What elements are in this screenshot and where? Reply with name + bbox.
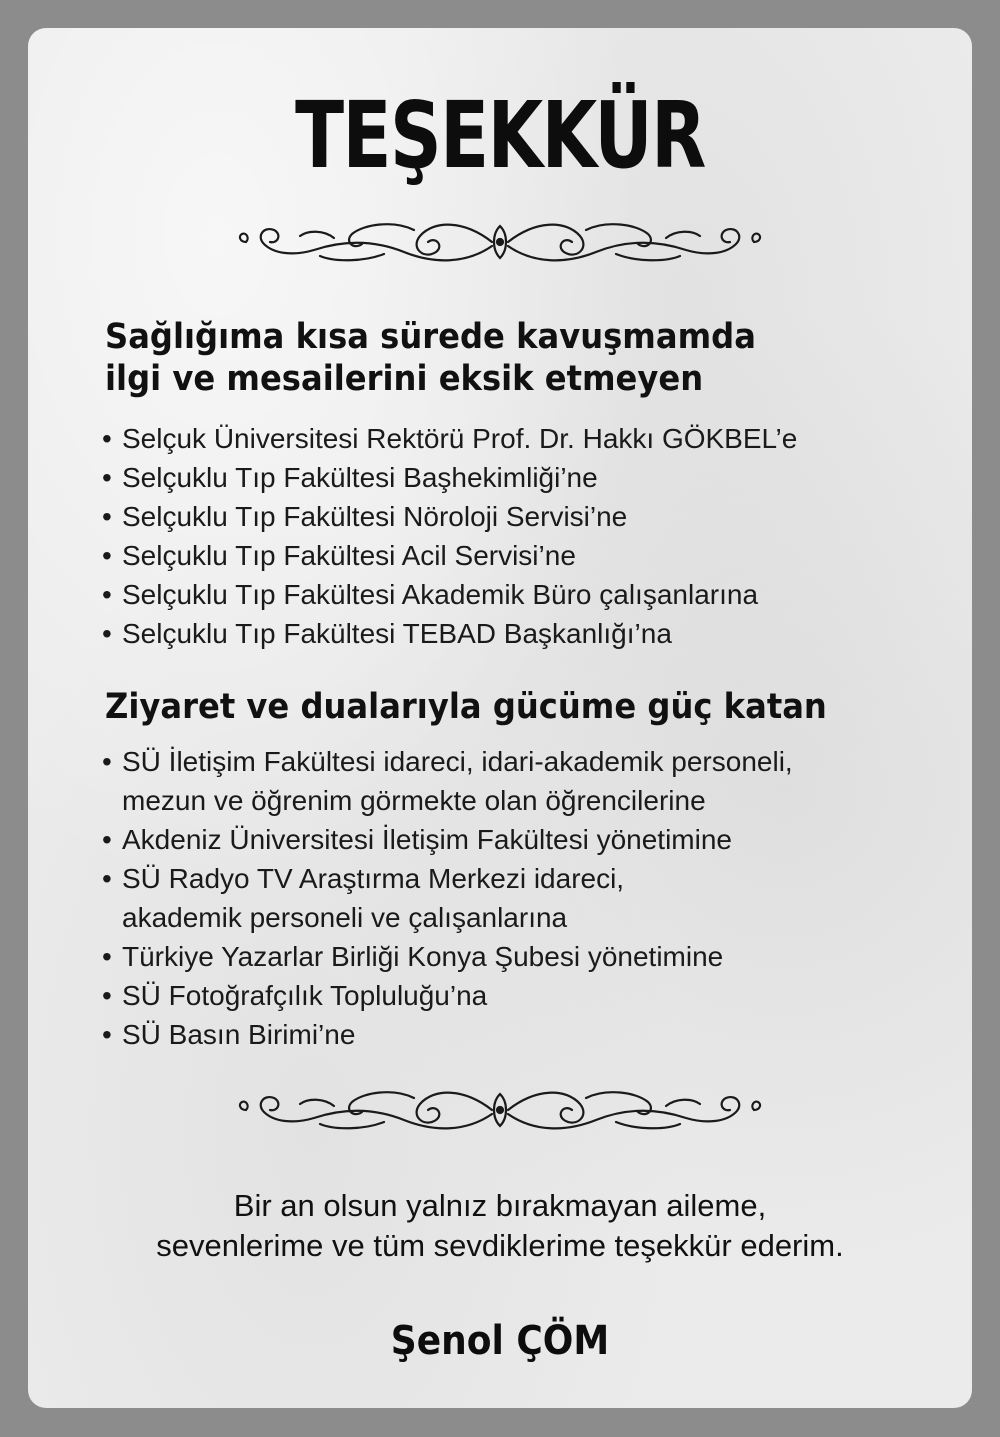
list-item [102, 820, 793, 859]
closing-line2: sevenlerime ve tüm sevdiklerime teşekkür ederim. [156, 1228, 844, 1263]
list-item-text: Selçuklu Tıp Fakültesi Akademik Büro çalışanlarına [122, 579, 759, 610]
list-item-continuation: akademik personeli ve çalışanlarına [122, 902, 568, 933]
list-item [102, 1015, 793, 1054]
list-item [102, 976, 793, 1015]
signature: Şenol ÇÖM [390, 1318, 610, 1364]
list-item [102, 937, 793, 976]
section2-list [102, 742, 793, 1054]
list-item [102, 742, 793, 820]
bullet-icon: • [102, 462, 112, 493]
list-item [102, 614, 797, 653]
closing-line1: Bir an olsun yalnız bırakmayan aileme, [233, 1188, 767, 1223]
bullet-icon: • [102, 824, 112, 855]
bullet-icon: • [102, 941, 112, 972]
bullet-icon: • [102, 579, 112, 610]
list-item-text: Selçuklu Tıp Fakültesi Başhekimliği’ne [122, 462, 598, 493]
closing-message [28, 1186, 972, 1266]
announcement-card [28, 28, 972, 1408]
section1-list [102, 419, 797, 653]
list-item-text: SÜ İletişim Fakültesi idareci, idari-akademik personeli, [122, 746, 793, 777]
bullet-icon: • [102, 618, 112, 649]
list-item [102, 497, 797, 536]
list-item-text: Türkiye Yazarlar Birliği Konya Şubesi yönetimine [122, 941, 724, 972]
page-title: TEŞEKKÜR [295, 82, 705, 189]
section1-heading-line2: ilgi ve mesailerini eksik etmeyen [105, 359, 704, 399]
bullet-icon: • [102, 746, 112, 777]
list-item [102, 859, 793, 937]
bullet-icon: • [102, 863, 112, 894]
flourish-divider-icon [234, 216, 766, 268]
bullet-icon: • [102, 423, 112, 454]
list-item-text: SÜ Basın Birimi’ne [122, 1019, 356, 1050]
list-item [102, 458, 797, 497]
list-item-text: SÜ Radyo TV Araştırma Merkezi idareci, [122, 863, 625, 894]
list-item-text: Selçuklu Tıp Fakültesi Acil Servisi’ne [122, 540, 576, 571]
list-item-text: Selçuklu Tıp Fakültesi TEBAD Başkanlığı’na [122, 618, 672, 649]
bullet-icon: • [102, 501, 112, 532]
list-item-continuation: mezun ve öğrenim görmekte olan öğrencilerine [122, 785, 706, 816]
list-item [102, 536, 797, 575]
flourish-divider-icon [234, 1084, 766, 1136]
list-item [102, 419, 797, 458]
bullet-icon: • [102, 1019, 112, 1050]
section2-heading: Ziyaret ve dualarıyla gücüme güç katan [105, 687, 827, 727]
bullet-icon: • [102, 540, 112, 571]
bullet-icon: • [102, 980, 112, 1011]
list-item-text: SÜ Fotoğrafçılık Topluluğu’na [122, 980, 488, 1011]
list-item-text: Selçuklu Tıp Fakültesi Nöroloji Servisi’ne [122, 501, 628, 532]
list-item-text: Selçuk Üniversitesi Rektörü Prof. Dr. Hakkı GÖKBEL’e [122, 423, 798, 454]
section1-heading-line1: Sağlığıma kısa sürede kavuşmamda [105, 317, 756, 357]
list-item [102, 575, 797, 614]
list-item-text: Akdeniz Üniversitesi İletişim Fakültesi yönetimine [122, 824, 732, 855]
